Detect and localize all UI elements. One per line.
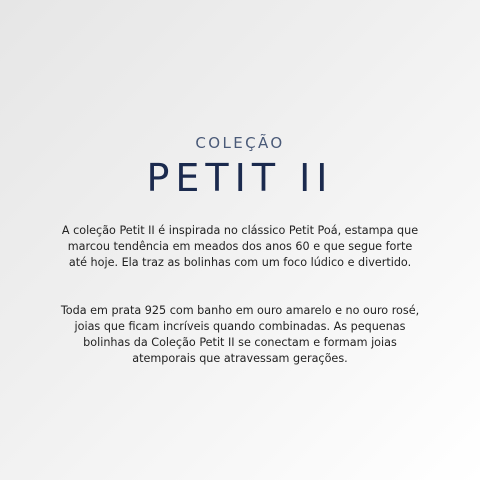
description-paragraph-2: Toda em prata 925 com banho em ouro amarelo e no ouro rosé, joias que ficam incríveis quando combinadas. As pequenas bolinhas da Coleção Petit II se conectam e formam joias atemporais que atravessam gerações. <box>60 304 420 365</box>
description-paragraph-1: A coleção Petit II é inspirada no clássico Petit Poá, estampa que marcou tendência em meados dos anos 60 e que segue forte até hoje. Ela traz as bolinhas com um foco lúdico e divertido. <box>61 224 419 269</box>
collection-title: PETIT II <box>146 156 334 200</box>
collection-eyebrow: COLEÇÃO <box>195 134 285 152</box>
